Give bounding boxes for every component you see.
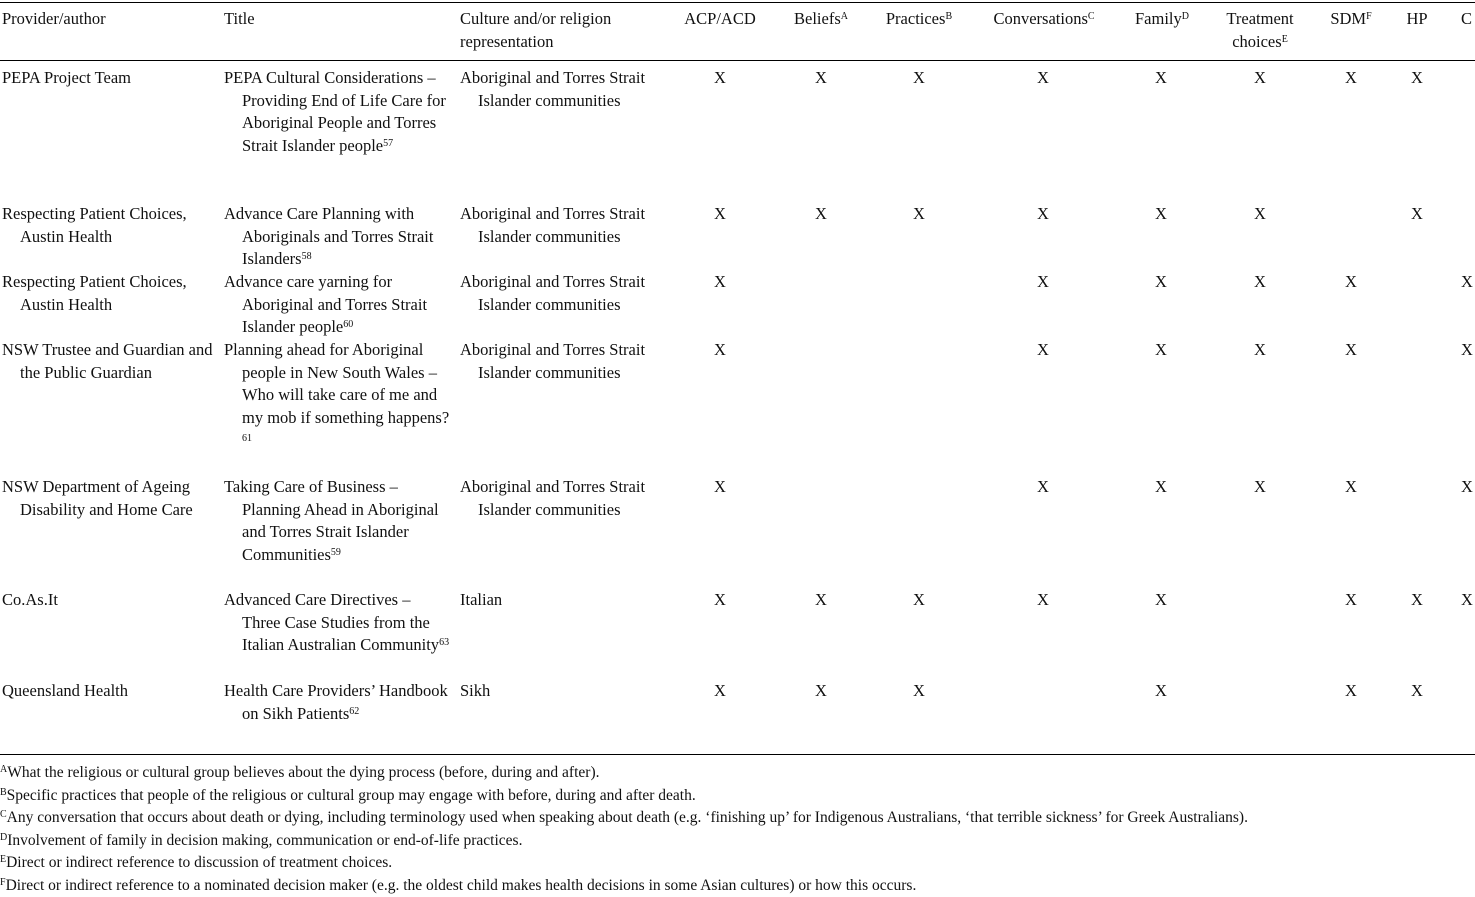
mark-conversations: X xyxy=(1037,590,1049,609)
mark-beliefs: X xyxy=(815,590,827,609)
mark-conversations: X xyxy=(1037,272,1049,291)
title-text: Advance Care Planning with Aboriginals and Torres Strait Islanders xyxy=(224,204,434,269)
table-bottom-rule xyxy=(0,754,1475,755)
mark-sdm: X xyxy=(1345,477,1357,496)
footnote: $^E$Direct or indirect reference to discussion of treatment choices. xyxy=(0,854,393,871)
mark-beliefs: X xyxy=(815,68,827,87)
mark-c: X xyxy=(1461,340,1473,359)
mark-family: X xyxy=(1155,590,1167,609)
mark-treatment: X xyxy=(1254,68,1266,87)
table-top-rule xyxy=(0,2,1475,3)
mark-acp: X xyxy=(714,68,726,87)
mark-conversations: X xyxy=(1037,340,1049,359)
mark-family: X xyxy=(1155,68,1167,87)
reference-number: 62 xyxy=(349,705,360,717)
mark-c: X xyxy=(1461,272,1473,291)
cell-title xyxy=(224,680,452,725)
mark-sdm: X xyxy=(1345,272,1357,291)
col-header-title: Title xyxy=(224,9,255,28)
col-header-culture: Culture and/or religion representation xyxy=(460,9,612,51)
mark-practices: X xyxy=(913,204,925,223)
mark-acp: X xyxy=(714,340,726,359)
cell-provider: Queensland Health xyxy=(2,681,128,700)
col-header-hp: HP xyxy=(1406,9,1428,28)
col-header-practices: Practices$^B$ xyxy=(885,9,953,28)
col-header-family: Family$^D$ xyxy=(1135,9,1189,28)
col-header-acp: ACP/ACD xyxy=(684,9,756,28)
col-header-provider: Provider/author xyxy=(2,9,106,28)
mark-conversations: X xyxy=(1037,477,1049,496)
title-text: Advance care yarning for Aboriginal and Torres Strait Islander people xyxy=(224,272,428,337)
mark-c: X xyxy=(1461,477,1473,496)
mark-acp: X xyxy=(714,681,726,700)
mark-hp: X xyxy=(1411,590,1423,609)
footnote: $^A$What the religious or cultural group believes about the dying process (before, during and after). xyxy=(0,764,600,781)
cell-provider: Respecting Patient Choices, Austin Health xyxy=(2,204,187,246)
reference-number: 57 xyxy=(383,138,394,150)
table-footnotes xyxy=(0,762,1475,897)
cell-title xyxy=(224,589,452,657)
cell-title xyxy=(224,339,452,453)
mark-c: X xyxy=(1461,590,1473,609)
mark-conversations: X xyxy=(1037,68,1049,87)
title-text: PEPA Cultural Considerations – Providing End of Life Care for Aboriginal People and Torres Strait Islander people xyxy=(224,68,446,156)
mark-conversations: X xyxy=(1037,204,1049,223)
mark-hp: X xyxy=(1411,681,1423,700)
mark-treatment: X xyxy=(1254,340,1266,359)
reference-number: 60 xyxy=(343,319,354,331)
cell-provider: NSW Trustee and Guardian and the Public Guardian xyxy=(2,340,213,382)
footnote: $^B$Specific practices that people of the religious or cultural group may engage with before, during and after death. xyxy=(0,786,696,804)
mark-treatment: X xyxy=(1254,204,1266,223)
cell-culture: Aboriginal and Torres Strait Islander communities xyxy=(460,477,646,519)
mark-beliefs: X xyxy=(815,681,827,700)
mark-family: X xyxy=(1155,477,1167,496)
reference-number: 59 xyxy=(330,547,341,559)
cell-title xyxy=(224,271,452,339)
mark-acp: X xyxy=(714,272,726,291)
cell-culture: Aboriginal and Torres Strait Islander communities xyxy=(460,204,646,246)
mark-acp: X xyxy=(714,204,726,223)
cell-provider: Respecting Patient Choices, Austin Health xyxy=(2,272,187,314)
cell-provider: NSW Department of Ageing Disability and Home Care xyxy=(2,477,193,519)
mark-acp: X xyxy=(714,590,726,609)
mark-sdm: X xyxy=(1345,68,1357,87)
mark-practices: X xyxy=(913,681,925,700)
cell-culture: Aboriginal and Torres Strait Islander communities xyxy=(460,68,646,110)
mark-treatment: X xyxy=(1254,272,1266,291)
title-text: Advanced Care Directives – Three Case Studies from the Italian Australian Community xyxy=(224,590,440,655)
title-text: Health Care Providers’ Handbook on Sikh Patients xyxy=(224,681,448,723)
reference-number: 63 xyxy=(439,637,450,649)
mark-family: X xyxy=(1155,272,1167,291)
mark-beliefs: X xyxy=(815,204,827,223)
mark-practices: X xyxy=(913,68,925,87)
footnote: $^C$Any conversation that occurs about death or dying, including terminology used when speaking about death (e.g. ‘finishing up’ for Indigenous Australians, ‘that terrible sickness’ for Greek Australians). xyxy=(0,809,1248,826)
col-header-conversations: Conversations$^C$ xyxy=(993,9,1095,28)
footnote: $^D$Involvement of family in decision making, communication or end-of-life practices. xyxy=(0,831,523,849)
cell-title xyxy=(224,67,452,158)
cell-culture: Sikh xyxy=(460,681,491,700)
footnote: $^F$Direct or indirect reference to a nominated decision maker (e.g. the oldest child makes health decisions in some Asian cultures) or how this occurs. xyxy=(0,876,917,894)
mark-hp: X xyxy=(1411,204,1423,223)
reference-number: 58 xyxy=(301,251,312,263)
mark-sdm: X xyxy=(1345,681,1357,700)
cell-title xyxy=(224,203,452,271)
mark-family: X xyxy=(1155,204,1167,223)
mark-treatment: X xyxy=(1254,477,1266,496)
cell-culture: Italian xyxy=(460,590,503,609)
mark-family: X xyxy=(1155,340,1167,359)
table-header-rule xyxy=(0,60,1475,61)
title-text: Planning ahead for Aboriginal people in New South Wales – Who will take care of me and my mob if something happens? xyxy=(224,340,450,428)
col-header-beliefs: Beliefs$^A$ xyxy=(794,9,848,28)
mark-sdm: X xyxy=(1345,590,1357,609)
reference-number: 61 xyxy=(242,432,252,444)
mark-hp: X xyxy=(1411,68,1423,87)
mark-acp: X xyxy=(714,477,726,496)
cell-culture: Aboriginal and Torres Strait Islander communities xyxy=(460,340,646,382)
cell-title xyxy=(224,476,452,567)
col-header-c: C xyxy=(1461,9,1473,28)
mark-sdm: X xyxy=(1345,340,1357,359)
cell-culture: Aboriginal and Torres Strait Islander communities xyxy=(460,272,646,314)
mark-family: X xyxy=(1155,681,1167,700)
col-header-sdm: $SDM^F$ xyxy=(1330,9,1372,28)
cell-provider: Co.As.It xyxy=(2,590,58,609)
cell-provider: PEPA Project Team xyxy=(2,68,132,87)
col-header-treatment: Treatment choices$^E$ xyxy=(1226,9,1294,51)
mark-practices: X xyxy=(913,590,925,609)
title-text: Taking Care of Business – Planning Ahead in Aboriginal and Torres Strait Islander Communities xyxy=(224,477,439,565)
